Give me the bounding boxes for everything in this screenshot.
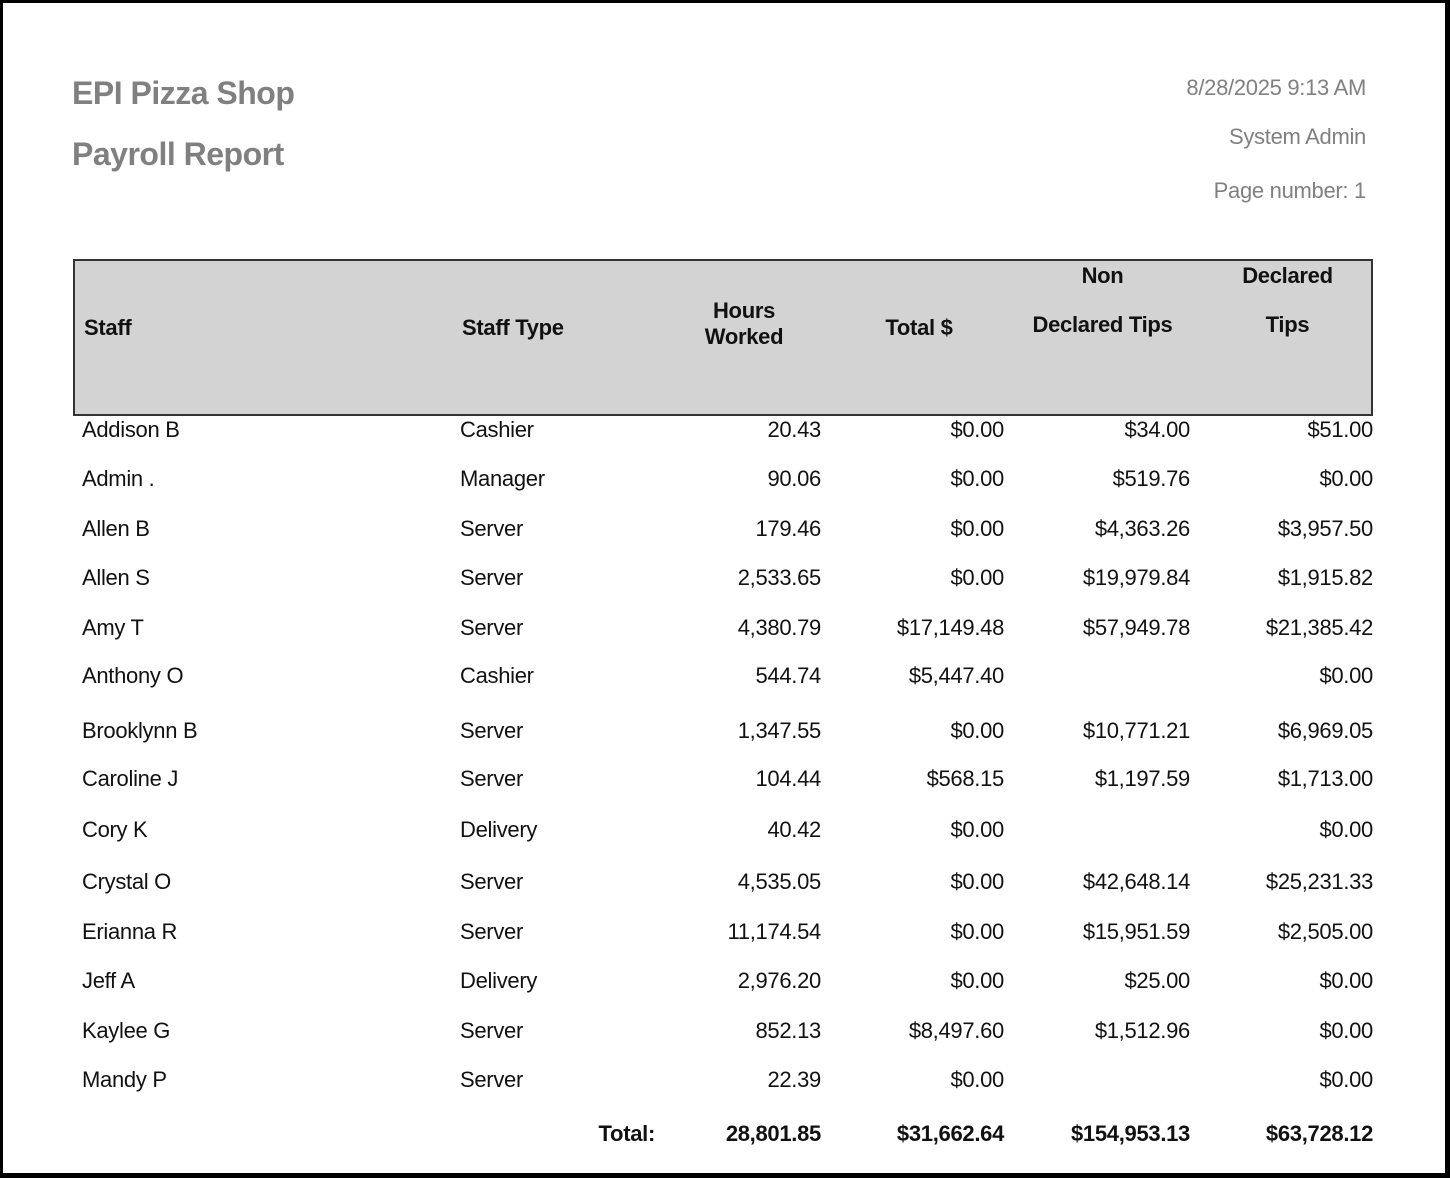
cell-hours: 40.42	[767, 817, 821, 842]
cell-staff: Addison B	[82, 417, 180, 442]
table-row	[73, 718, 1373, 748]
cell-hours: 22.39	[767, 1067, 821, 1092]
cell-declared-tips: $0.00	[1319, 968, 1373, 993]
totals-label: Total:	[598, 1121, 655, 1146]
cell-non-declared-tips: $25.00	[1124, 968, 1190, 993]
report-title: Payroll Report	[72, 136, 284, 172]
cell-hours: 2,533.65	[737, 565, 821, 590]
table-row	[73, 466, 1373, 496]
cell-declared-tips: $0.00	[1319, 817, 1373, 842]
cell-staff: Jeff A	[82, 968, 135, 993]
column-header-declared-line2: Tips	[1265, 312, 1310, 337]
cell-hours: 11,174.54	[727, 919, 821, 944]
cell-non-declared-tips: $10,771.21	[1082, 718, 1190, 743]
cell-total: $0.00	[950, 919, 1004, 944]
column-header-hours-line1: Hours	[712, 298, 776, 323]
cell-hours: 104.44	[755, 766, 821, 791]
cell-non-declared-tips: $34.00	[1124, 417, 1190, 442]
cell-hours: 2,976.20	[737, 968, 821, 993]
cell-non-declared-tips: $57,949.78	[1082, 615, 1190, 640]
cell-hours: 544.74	[755, 663, 821, 688]
cell-non-declared-tips: $15,951.59	[1082, 919, 1190, 944]
total-hours: 28,801.85	[725, 1121, 821, 1146]
cell-staff: Brooklynn B	[82, 718, 198, 743]
cell-staff: Crystal O	[82, 869, 171, 894]
cell-hours: 4,535.05	[737, 869, 821, 894]
cell-staff: Erianna R	[82, 919, 178, 944]
cell-staff-type: Server	[460, 565, 523, 590]
cell-total: $0.00	[950, 968, 1004, 993]
cell-declared-tips: $25,231.33	[1265, 869, 1373, 894]
column-header-non-declared-line1: Non	[1081, 263, 1124, 288]
cell-staff-type: Cashier	[460, 663, 534, 688]
cell-staff: Kaylee G	[82, 1018, 171, 1043]
cell-staff: Anthony O	[82, 663, 184, 688]
table-row	[73, 919, 1373, 949]
cell-total: $0.00	[950, 817, 1004, 842]
cell-total: $0.00	[950, 417, 1004, 442]
cell-declared-tips: $21,385.42	[1265, 615, 1373, 640]
column-header-hours-worked	[684, 298, 804, 351]
cell-non-declared-tips: $1,512.96	[1094, 1018, 1190, 1043]
column-header-staff-type: Staff Type	[462, 315, 564, 340]
cell-staff: Mandy P	[82, 1067, 167, 1092]
cell-staff: Allen B	[82, 516, 150, 541]
report-user: System Admin	[1228, 124, 1366, 149]
cell-non-declared-tips: $19,979.84	[1082, 565, 1190, 590]
cell-staff: Allen S	[82, 565, 150, 590]
cell-staff-type: Server	[460, 615, 523, 640]
cell-declared-tips: $2,505.00	[1277, 919, 1373, 944]
cell-total: $568.15	[926, 766, 1004, 791]
cell-staff: Cory K	[82, 817, 148, 842]
cell-non-declared-tips: $42,648.14	[1082, 869, 1190, 894]
cell-staff-type: Server	[460, 919, 523, 944]
cell-staff: Amy T	[82, 615, 144, 640]
cell-staff-type: Server	[460, 869, 523, 894]
cell-hours: 1,347.55	[737, 718, 821, 743]
cell-non-declared-tips: $1,197.59	[1094, 766, 1190, 791]
table-row	[73, 417, 1373, 447]
cell-staff-type: Server	[460, 1067, 523, 1092]
table-row	[73, 1067, 1373, 1097]
report-datetime: 8/28/2025 9:13 AM	[1186, 75, 1366, 100]
page-number: Page number: 1	[1213, 178, 1366, 203]
cell-non-declared-tips: $4,363.26	[1094, 516, 1190, 541]
total-amount: $31,662.64	[896, 1121, 1004, 1146]
cell-non-declared-tips: $519.76	[1112, 466, 1190, 491]
cell-staff-type: Server	[460, 1018, 523, 1043]
cell-declared-tips: $0.00	[1319, 1067, 1373, 1092]
cell-staff-type: Server	[460, 718, 523, 743]
cell-hours: 4,380.79	[737, 615, 821, 640]
table-row	[73, 565, 1373, 595]
table-row	[73, 615, 1373, 645]
cell-declared-tips: $51.00	[1307, 417, 1373, 442]
cell-staff: Caroline J	[82, 766, 179, 791]
column-header-declared-line1: Declared	[1242, 263, 1333, 288]
shop-name: EPI Pizza Shop	[72, 75, 295, 111]
cell-declared-tips: $1,915.82	[1277, 565, 1373, 590]
table-row	[73, 663, 1373, 693]
cell-hours: 90.06	[767, 466, 821, 491]
table-row	[73, 1018, 1373, 1048]
cell-total: $17,149.48	[896, 615, 1004, 640]
cell-total: $0.00	[950, 466, 1004, 491]
cell-total: $8,497.60	[908, 1018, 1004, 1043]
cell-total: $0.00	[950, 565, 1004, 590]
table-header	[73, 259, 1373, 416]
cell-declared-tips: $6,969.05	[1277, 718, 1373, 743]
cell-total: $0.00	[950, 869, 1004, 894]
column-header-non-declared-line2: Declared Tips	[1032, 312, 1173, 337]
column-header-staff: Staff	[84, 315, 132, 340]
cell-staff: Admin .	[82, 466, 155, 491]
cell-hours: 179.46	[755, 516, 821, 541]
cell-declared-tips: $3,957.50	[1277, 516, 1373, 541]
cell-staff-type: Cashier	[460, 417, 534, 442]
totals-row	[73, 1121, 1373, 1151]
total-non-declared-tips: $154,953.13	[1070, 1121, 1190, 1146]
column-header-total: Total $	[885, 315, 953, 340]
cell-staff-type: Delivery	[460, 817, 538, 842]
cell-total: $0.00	[950, 516, 1004, 541]
cell-total: $5,447.40	[908, 663, 1004, 688]
table-row	[73, 869, 1373, 899]
table-row	[73, 766, 1373, 796]
cell-declared-tips: $0.00	[1319, 1018, 1373, 1043]
cell-declared-tips: $0.00	[1319, 663, 1373, 688]
cell-hours: 852.13	[755, 1018, 821, 1043]
cell-staff-type: Server	[460, 516, 523, 541]
table-row	[73, 516, 1373, 546]
cell-staff-type: Delivery	[460, 968, 538, 993]
table-row	[73, 817, 1373, 847]
column-header-hours-line2: Worked	[704, 324, 784, 350]
cell-total: $0.00	[950, 1067, 1004, 1092]
cell-staff-type: Server	[460, 766, 523, 791]
cell-staff-type: Manager	[460, 466, 545, 491]
total-declared-tips: $63,728.12	[1265, 1121, 1373, 1146]
cell-declared-tips: $1,713.00	[1277, 766, 1373, 791]
cell-total: $0.00	[950, 718, 1004, 743]
table-row	[73, 968, 1373, 998]
cell-declared-tips: $0.00	[1319, 466, 1373, 491]
cell-hours: 20.43	[767, 417, 821, 442]
